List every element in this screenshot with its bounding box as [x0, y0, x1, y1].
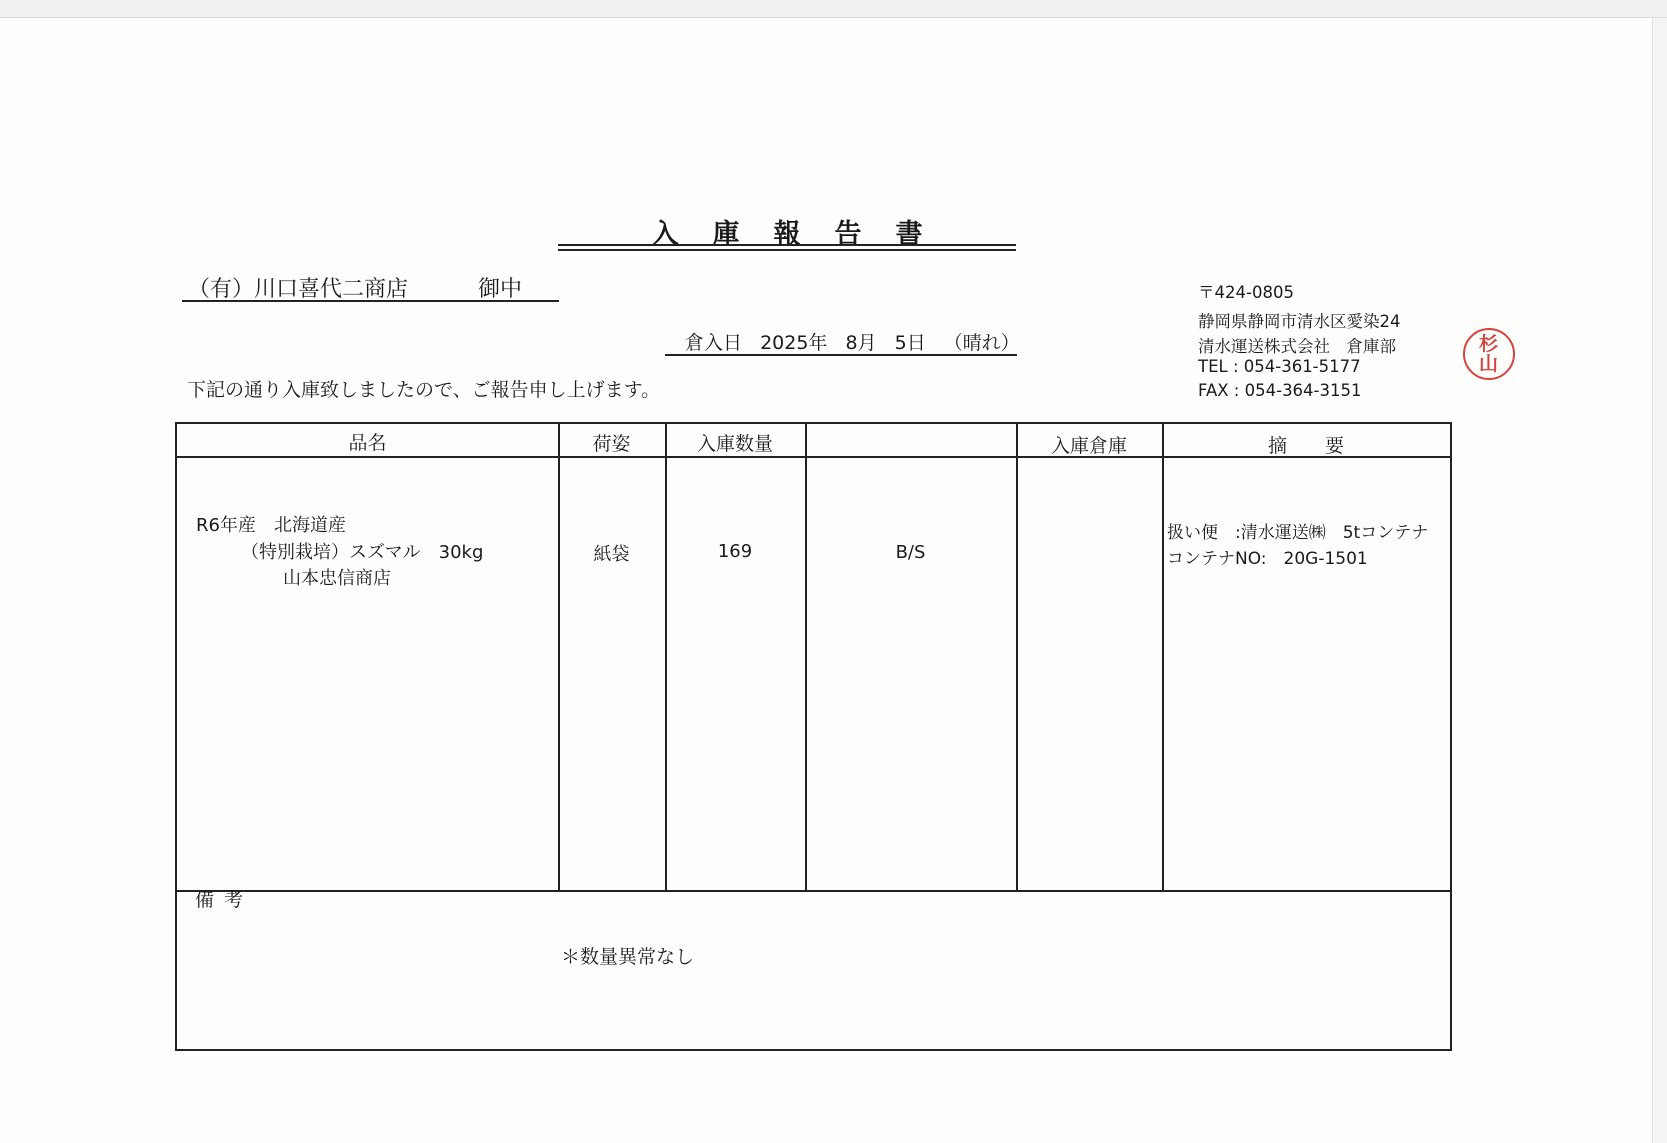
column-divider [805, 424, 807, 890]
column-divider [665, 424, 667, 890]
packing-value: 紙袋 [593, 544, 630, 565]
storage-date [685, 328, 1032, 355]
recipient [188, 272, 522, 303]
item-line-1: R6年産 北海道産 [196, 515, 346, 536]
recipient-honorific: 御中 [478, 277, 523, 302]
date-weather: （晴れ） [943, 332, 1020, 354]
intro-text: 下記の通り入庫致しましたので、ご報告申し上げます。 [187, 379, 661, 401]
remarks-text: ＊数量異常なし [561, 946, 695, 968]
summary-line-2: コンテナNO: 20G-1501 [1167, 549, 1368, 569]
item-line-3: 山本忠信商店 [283, 568, 391, 589]
date-month: 8月 [845, 332, 877, 354]
seal-char-2: 山 [1478, 353, 1498, 375]
seal-char-1: 杉 [1478, 333, 1498, 355]
date-day: 5日 [894, 332, 926, 354]
remarks-divider [177, 890, 1450, 892]
vertical-scrollbar[interactable] [1652, 18, 1667, 1143]
column-divider [1016, 424, 1018, 890]
seal-stamp [1463, 328, 1515, 380]
sender-company: 清水運送株式会社 倉庫部 [1198, 337, 1396, 356]
column-divider [1162, 424, 1164, 890]
sender-tel: TEL : 054-361-5177 [1198, 357, 1361, 376]
header-summary: 摘 要 [1267, 435, 1344, 457]
recipient-underline [182, 300, 559, 302]
sender-fax: FAX : 054-364-3151 [1198, 381, 1362, 400]
item-line-2: （特別栽培）スズマル 30kg [241, 542, 484, 563]
storage-table [175, 422, 1452, 1051]
header-packing: 荷姿 [592, 433, 631, 455]
title-underline [558, 244, 1016, 246]
viewer-top-bar [0, 0, 1667, 18]
sender-postal-code: 〒424-0805 [1198, 283, 1294, 302]
header-warehouse: 入庫倉庫 [1050, 435, 1127, 457]
date-underline [665, 354, 1017, 356]
title-underline-double [558, 249, 1016, 251]
column-divider [558, 424, 560, 890]
document-title: 入庫報告書 [651, 219, 957, 250]
header-item: 品名 [348, 432, 387, 454]
date-label: 倉入日 [685, 332, 743, 354]
quantity-value: 169 [717, 541, 753, 562]
summary-line-1: 扱い便 :清水運送㈱ 5tコンテナ [1167, 523, 1429, 543]
sender-address: 静岡県静岡市清水区愛染24 [1198, 312, 1401, 331]
date-year: 2025年 [760, 332, 828, 354]
blank-column-value: B/S [895, 542, 926, 563]
recipient-name: （有）川口喜代二商店 [188, 277, 409, 302]
header-quantity: 入庫数量 [696, 433, 773, 455]
remarks-label: 備考 [195, 889, 254, 911]
